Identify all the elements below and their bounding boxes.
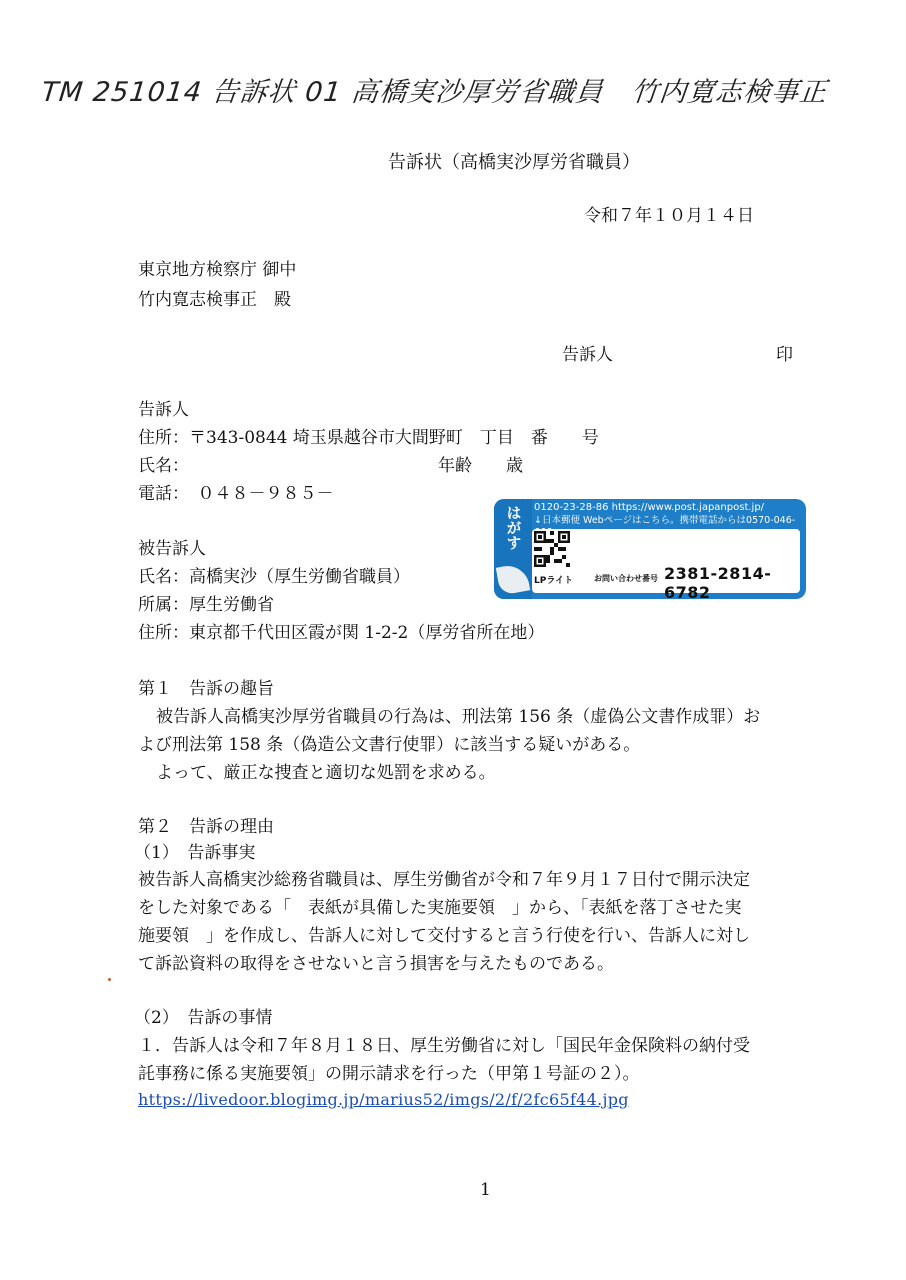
sticker-lp-label: LPライト bbox=[534, 576, 574, 586]
document-date: 令和７年１０月１４日 bbox=[584, 206, 754, 226]
accused-affiliation: 所属：厚生労働省 bbox=[138, 595, 274, 615]
qr-code-icon bbox=[534, 531, 570, 567]
addressee-person: 竹内寛志検事正 殿 bbox=[138, 290, 291, 310]
peel-label: はがす bbox=[504, 505, 523, 550]
page-number: 1 bbox=[480, 1180, 491, 1200]
section2-heading: 第２ 告訴の理由 bbox=[138, 817, 274, 837]
section2-sub1-line-2: をした対象である「 表紙が具備した実施要領 」から、「表紙を落丁させた実 bbox=[138, 898, 742, 918]
sticker-inquiry-label: お問い合わせ番号 bbox=[594, 574, 658, 583]
addressee-office: 東京地方検察庁 御中 bbox=[138, 260, 297, 280]
section2-sub1: （1） 告訴事実 bbox=[134, 843, 256, 863]
tracking-number: 2381-2814-6782 bbox=[664, 564, 772, 599]
complainant-heading: 告訴人 bbox=[138, 400, 189, 420]
section2-sub1-line-4: て訴訟資料の取得をさせないと言う損害を与えたものである。 bbox=[138, 954, 614, 974]
section1-heading: 第１ 告訴の趣旨 bbox=[138, 679, 274, 699]
section1-line-1: 被告訴人高橋実沙厚労省職員の行為は、刑法第 156 条（虚偽公文書作成罪）お bbox=[156, 707, 761, 727]
accused-address: 住所：東京都千代田区霞が関 1-2-2（厚労省所在地） bbox=[138, 623, 545, 643]
section2-sub2-line-1: １．告訴人は令和７年８月１８日、厚生労働省に対し「国民年金保険料の納付受 bbox=[138, 1036, 750, 1056]
document-title: 告訴状（高橋実沙厚労省職員） bbox=[388, 152, 640, 173]
complainant-phone: 電話： ０４８－９８５－ bbox=[138, 484, 334, 504]
complainant-age: 年齢 歳 bbox=[438, 456, 523, 476]
section1-line-2: よび刑法第 158 条（偽造公文書行使罪）に該当する疑いがある。 bbox=[138, 735, 641, 755]
accused-heading: 被告訴人 bbox=[138, 539, 206, 559]
scan-speck bbox=[108, 978, 111, 981]
signature-label: 告訴人 bbox=[562, 345, 613, 365]
seal-mark: 印 bbox=[776, 345, 793, 365]
section2-sub2: （2） 告訴の事情 bbox=[134, 1008, 273, 1028]
section1-line-3: よって、厳正な捜査と適切な処罰を求める。 bbox=[156, 763, 496, 783]
sticker-label-area bbox=[532, 529, 800, 599]
section2-sub1-line-3: 施要領 」を作成し、告訴人に対して交付すると言う行使を行い、告訴人に対し bbox=[138, 926, 750, 946]
sticker-phone-url: 0120-23-28-86 https://www.post.japanpost.jp/ bbox=[534, 502, 765, 513]
section2-sub2-line-2: 託事務に係る実施要領」の開示請求を行った（甲第１号証の２）。 bbox=[138, 1064, 640, 1084]
accused-name: 氏名：高橋実沙（厚生労働省職員） bbox=[138, 567, 410, 587]
sticker-note: ↓日本郵便 Webページはこちら。携帯電話からは0570-046- bbox=[534, 515, 796, 526]
tracking-sticker bbox=[494, 499, 806, 599]
complainant-name-label: 氏名： bbox=[138, 456, 189, 476]
complainant-address: 住所：〒343-0844 埼玉県越谷市大間野町 丁目 番 号 bbox=[138, 428, 599, 448]
evidence-link[interactable]: https://livedoor.blogimg.jp/marius52/imgs/2/f/2fc65f44.jpg bbox=[138, 1090, 629, 1109]
handwritten-header: TM 251014 告訴状 01 高橋実沙厚労省職員 竹内寛志検事正 bbox=[40, 77, 829, 108]
section2-sub1-line-1: 被告訴人高橋実沙総務省職員は、厚生労働省が令和７年９月１７日付で開示決定 bbox=[138, 870, 750, 890]
